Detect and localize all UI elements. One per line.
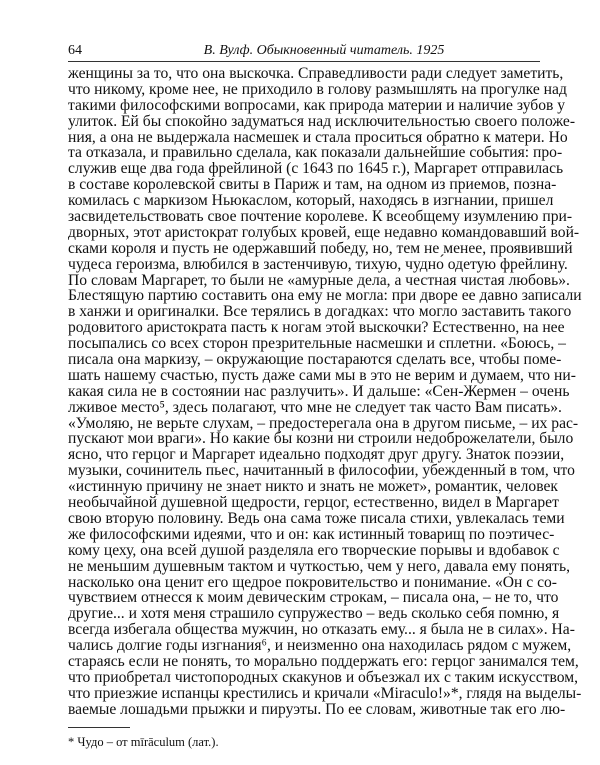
text-line: что никому, кроме нее, не приходило в голову размышлять на прогулке над (68, 80, 567, 98)
text-line: такими философскими вопросами, как природа материи и наличие зубов у (68, 96, 566, 114)
text-line: комилась с маркизом Ньюкаслом, который, находясь в изгнании, пришел (68, 192, 554, 210)
text-line: чувствием отнесся к моим девическим строкам, – писала она, – не то, что (68, 589, 559, 607)
text-line: другие... и хотя меня страшило супружество – ведь сколько себя помню, я (68, 605, 560, 623)
text-line: ясно, что герцог и Маргарет идеально подходят друг другу. Знаток поэзии, (68, 446, 565, 464)
text-line: сками короля и пусть не одержавший победу, но, тем не менее, проявивший (68, 239, 573, 257)
text-line: пускают мои враги». Но какие бы козни ни строили недоброжелатели, было (68, 430, 574, 448)
running-title: В. Вулф. Обыкновенный читатель. 1925 (203, 43, 445, 58)
page-number: 64 (68, 43, 82, 58)
text-line: ния, а она не выдержала насмешек и стала проситься обратно к матери. Но (68, 128, 568, 146)
text-line: По словам Маргарет, то были не «амурные дела, а честная чистая любовь». (68, 271, 570, 289)
text-line: та отказала, и правильно сделала, как показали дальнейшие события: про- (68, 144, 563, 162)
text-line: музыки, сочинитель пьес, начитанный в философии, убежденный в том, что (68, 462, 575, 480)
text-line: в ханжи и оригиналки. Все терялись в догадках: что могло заставить такого (68, 303, 572, 321)
text-line: не меньшим душевным тактом и чуткостью, чем у него, давала ему понять, (68, 557, 571, 575)
text-line: свою вторую половину. Ведь она сама тоже писала стихи, увлекалась теми (68, 509, 565, 527)
text-line: шать нашему счастью, пусть даже сами мы в это не верим и думаем, что ни- (68, 366, 576, 384)
text-line: чудеса героизма, влюбился в застенчивую, тихую, чудно́ одетую фрейлину. (68, 255, 568, 273)
text-line: чались долгие годы изгнания⁶, и неизменно она находилась рядом с мужем, (68, 637, 572, 655)
text-line: женщины за то, что она выскочка. Справедливости ради следует заметить, (68, 65, 564, 82)
text-line: в составе королевской свиты в Париж и там, на одном из приемов, позна- (68, 176, 557, 194)
text-line: кому цеху, она всей душой разделяла его творческие порывы и вдобавок с (68, 541, 560, 559)
body-text (68, 65, 582, 718)
text-line: служив еще два года фрейлиной (с 1643 по 1645 г.), Маргарет отправилась (68, 160, 564, 178)
text-line: необычайной душевной щедрости, герцог, естественно, видел в Маргарет (68, 494, 559, 512)
text-line: какая сила не в состоянии нас разлучить». И дальше: «Сен-Жермен – очень (68, 382, 570, 400)
running-header (68, 41, 540, 62)
text-line: дворных, этот аристократ голубых кровей, еще недавно командовавший вой- (68, 223, 580, 241)
text-line: писала она маркизу, – окружающие постараются сделать все, чтобы поме- (68, 351, 562, 369)
text-line: лживое место⁵, здесь полагают, что мне не следует так часто Вам писать». (68, 398, 562, 416)
text-line: посыпались со всех сторон презрительные насмешки и сплетни. «Боюсь, – (68, 335, 566, 353)
text-line: засвидетельствовать свое почтение королеве. К всеобщему изумлению при- (68, 208, 573, 226)
text-line: же философскими идеями, что и он: как истинный товарищ по поэтичес- (68, 525, 555, 543)
text-line: Блестящую партию составить она ему не могла: при дворе ее давно записали (68, 287, 582, 305)
footnote-separator (68, 727, 130, 728)
text-line: ваемые лошадьми прыжки и пируэты. По ее словам, животные так его лю- (68, 700, 566, 718)
text-line: насколько она ценит его щедрое покровительство и понимание. «Он с со- (68, 573, 557, 591)
text-line: стараясь если не понять, то морально поддержать его: герцог занимался тем, (68, 652, 579, 670)
text-line: «истинную причину не знает никто и знать не может», романтик, человек (68, 478, 558, 496)
footnote: * Чудо – от mīrāculum (лат.). (68, 735, 219, 749)
text-line: что приезжие испанцы крестились и кричали «Miraculo!»*, глядя на выделы- (68, 684, 582, 702)
text-line: что приобретал чистопородных скакунов и объезжал их с таким искусством, (68, 668, 579, 686)
text-line: всегда избегала общества мужчин, но отказать ему... я была не в силах». На- (68, 621, 575, 639)
text-line: улиток. Ей бы спокойно задуматься над исключительностью своего положе- (68, 112, 576, 130)
text-line: родовитого аристократа пасть к ногам этой выскочки? Естественно, на нее (68, 319, 565, 337)
text-line: «Умоляю, не верьте слухам, – предостерегала она в другом письме, – их рас- (68, 414, 579, 432)
